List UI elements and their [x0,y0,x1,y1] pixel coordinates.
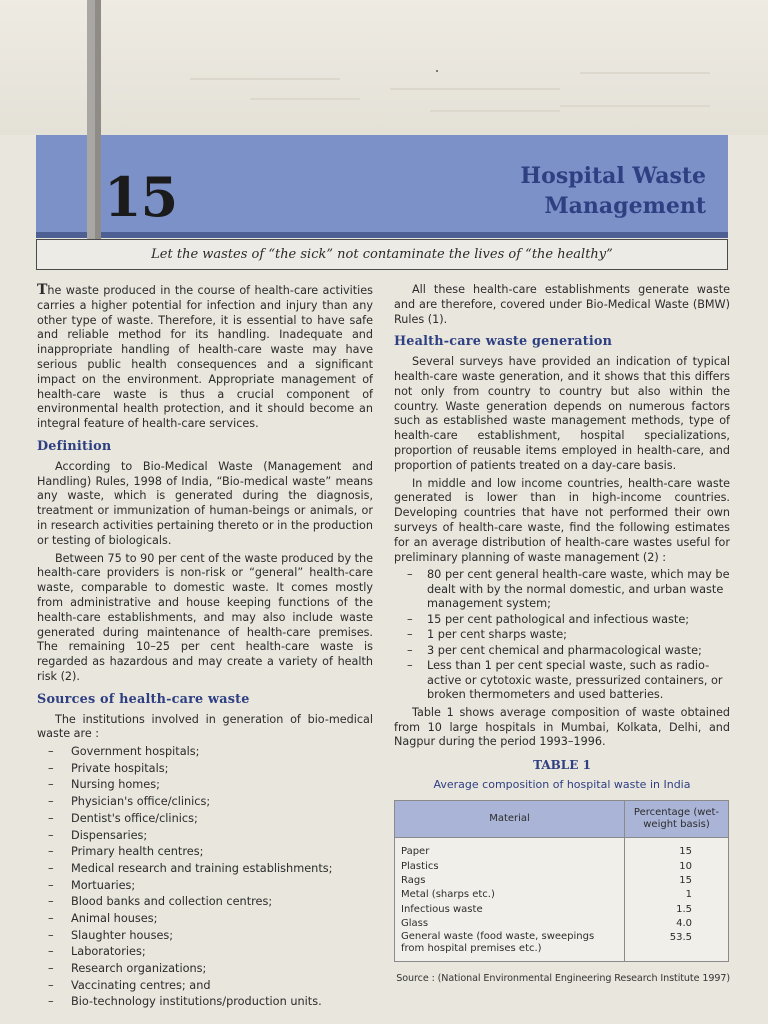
chapter-title-line2: Management [544,193,706,219]
list-item: – Laboratories; [37,945,373,960]
list-item: – Dispensaries; [37,829,373,844]
material-cell: General waste (food waste, sweepings from hospital premises etc.) [395,931,625,962]
material-cell: Plastics [395,860,625,874]
bleed-through-line [430,110,560,112]
percentage-cell: 1 [625,888,729,902]
intro-text: he waste produced in the course of health-care activities carries a higher potential for infection and injury than any other type of waste. Therefore, it is essential to have safe and reliable method for its handling. Inadequate and inappropriate handling of health-care waste may have serious public health consequences and a significant impact on the environment. Appropriate management of health-care waste is thus a crucial component of environmental health protection, and it should become an integral feature of health-care services. [37,284,373,431]
table-row [395,903,729,917]
epigraph: Let the wastes of “the sick” not contaminate the lives of “the healthy” [151,247,613,262]
generation-heading: Health-care waste generation [394,334,613,350]
sources-list [37,745,373,1010]
column-header-percentage: Percentage (wet-weight basis) [625,800,729,837]
list-item: – 15 per cent pathological and infectious waste; [394,613,730,628]
table-row [395,931,729,962]
left-column [37,283,373,1012]
list-item: – Less than 1 per cent special waste, such as radio-active or cytotoxic waste, pressurized containers, or broken thermometers and used batteries. [394,659,730,703]
list-item: – Dentist's office/clinics; [37,812,373,827]
list-item: – Research organizations; [37,962,373,977]
chapter-title [520,161,706,221]
list-item: – Vaccinating centres; and [37,979,373,994]
generation-paragraph-2: In middle and low income countries, health-care waste generated is lower than in high-income countries. Developing countries that have not performed their own surveys of health-care waste, find the following estimates for an average distribution of health-care wastes useful for preliminary planning of waste management (2) : [394,476,730,564]
speck [436,70,438,72]
list-item: – Private hospitals; [37,762,373,777]
right-column [394,283,730,987]
estimates-list [394,568,730,703]
bleed-through-line [250,98,360,100]
list-item: – Medical research and training establishments; [37,862,373,877]
bleed-through-line [190,78,340,80]
list-item: – 1 per cent sharps waste; [394,628,730,643]
percentage-cell: 15 [625,874,729,888]
chapter-number: 15 [104,165,178,229]
table-row [395,888,729,902]
material-cell: Metal (sharps etc.) [395,888,625,902]
table-header-row [395,800,729,837]
generation-paragraph-1: Several surveys have provided an indication of typical health-care waste generation, and it shows that this differs not only from country to country but also within the country. Waste generation depends on numerous factors such as established waste management methods, type of health-care establishment, hospital specializations, proportion of reusable items employed in health-care, and proportion of patients treated on a day-care basis. [394,355,730,472]
percentage-cell: 15 [625,845,729,859]
definition-paragraph-2: Between 75 to 90 per cent of the waste produced by the health-care providers is non-risk or “general” health-care waste, comparable to domestic waste. It comes mostly from administrative and house keeping functions of the health-care establishments, and may also include waste generated during maintenance of health-care premises. The remaining 10–25 per cent health-care waste is regarded as hazardous and may create a variety of health risk (2). [37,551,373,683]
list-item: – Blood banks and collection centres; [37,895,373,910]
list-item: – Animal houses; [37,912,373,927]
intro-paragraph [37,283,373,432]
material-cell: Infectious waste [395,903,625,917]
bleed-through-line [390,88,560,90]
table-row [395,845,729,859]
previous-page-bleed [0,0,768,135]
list-item: – Nursing homes; [37,778,373,793]
bleed-through-line [560,105,710,107]
list-item: – Bio-technology institutions/production units. [37,995,373,1010]
drop-cap: T [37,282,48,298]
list-item: – Government hospitals; [37,745,373,760]
table-row [395,917,729,931]
chapter-banner-rule [36,232,728,238]
definition-heading: Definition [37,438,112,454]
composition-table [394,800,729,962]
bleed-through-line [580,72,710,74]
column-header-material: Material [395,800,625,837]
percentage-cell: 1.5 [625,903,729,917]
material-cell: Rags [395,874,625,888]
list-item: – Slaughter houses; [37,929,373,944]
table-intro-paragraph: Table 1 shows average composition of waste obtained from 10 large hospitals in Mumbai, Kolkata, Delhi, and Nagpur during the period 1993–1996. [394,705,730,749]
table-row [395,874,729,888]
chapter-title-line1: Hospital Waste [520,163,706,189]
coverage-paragraph: All these health-care establishments generate waste and are therefore, covered under Bio-Medical Waste (BMW) Rules (1). [394,283,730,326]
percentage-cell: 10 [625,860,729,874]
definition-paragraph-1: According to Bio-Medical Waste (Management and Handling) Rules, 1998 of India, “Bio-medical waste” means any waste, which is generated during the diagnosis, treatment or immunization of human-beings or animals, or in research activities pertaining thereto or in the production or testing of biologicals. [37,459,373,547]
sources-intro: The institutions involved in generation of bio-medical waste are : [37,712,373,741]
table-source: Source : (National Environmental Engineering Research Institute 1997) [396,973,730,985]
list-item: – 80 per cent general health-care waste, which may be dealt with by the normal domestic, and urban waste management system; [394,568,730,612]
material-cell: Glass [395,917,625,931]
sources-heading: Sources of health-care waste [37,691,250,707]
table-caption: Average composition of hospital waste in India [433,778,691,792]
percentage-cell: 4.0 [625,917,729,931]
chapter-tab-shadow [95,0,101,240]
list-item: – Primary health centres; [37,845,373,860]
list-item: – Mortuaries; [37,879,373,894]
list-item: – Physician's office/clinics; [37,795,373,810]
material-cell: Paper [395,845,625,859]
percentage-cell: 53.5 [625,931,729,962]
table-row [395,860,729,874]
epigraph-box [36,239,728,270]
list-item: – 3 per cent chemical and pharmacological waste; [394,644,730,659]
table-title: TABLE 1 [533,758,591,773]
